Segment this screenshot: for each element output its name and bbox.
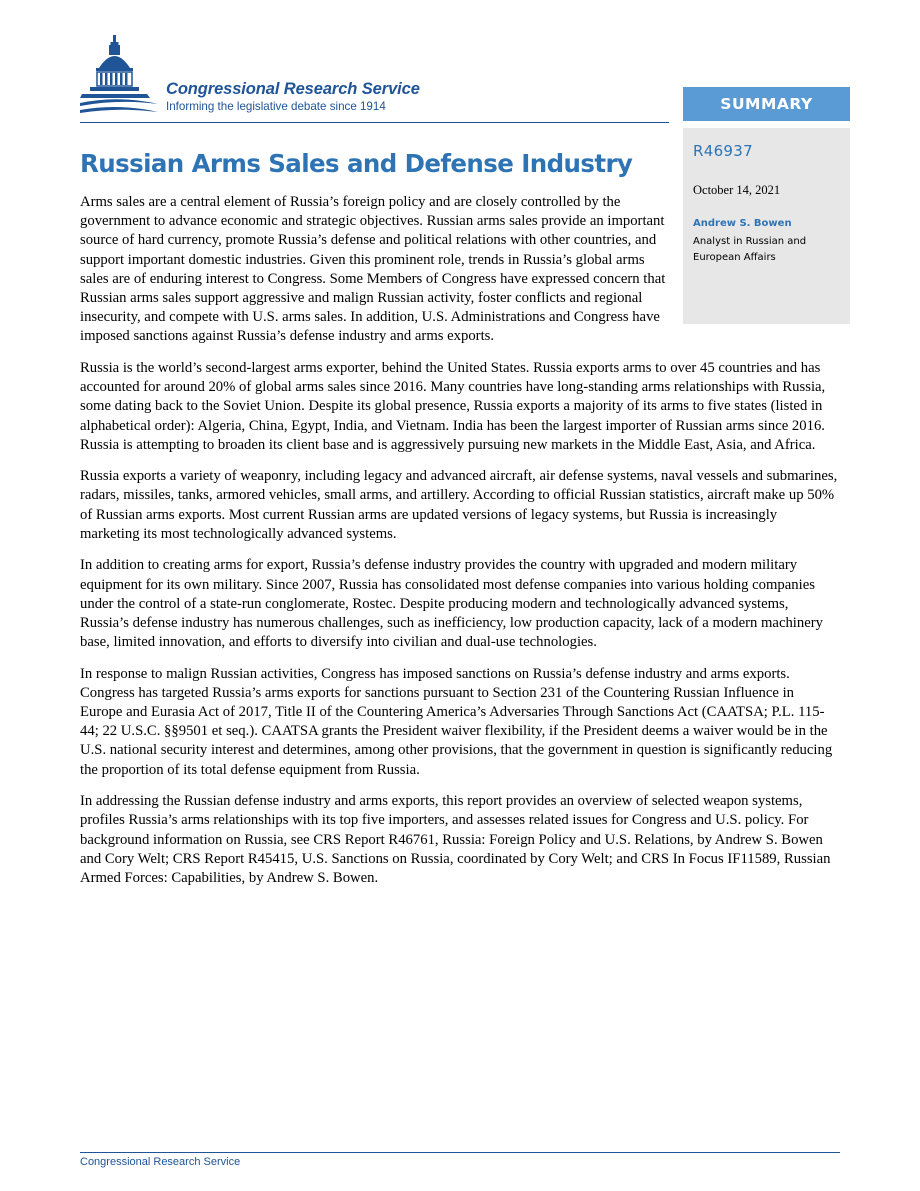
org-name: Congressional Research Service (166, 80, 420, 98)
summary-body (80, 193, 840, 900)
summary-paragraph: Russia exports a variety of weaponry, including legacy and advanced aircraft, air defense systems, naval vessels and submarines, radars, missiles, tanks, armored vehicles, small arms, and artillery. According to official Russian statistics, aircraft make up 50% of Russian arms exports. Most current Russian arms are updated versions of legacy systems, but Russia is increasingly marketing its most technologically advanced systems. (80, 468, 838, 542)
org-tagline: Informing the legislative debate since 1914 (166, 100, 386, 113)
crs-logo (80, 32, 480, 122)
summary-paragraph: In response to malign Russian activities, Congress has imposed sanctions on Russia’s defense industry and arms exports. Congress has targeted Russia’s arms exports for sanctions pursuant to Section 231 of the Countering Russian Influence in Europe and Eurasia Act of 2017, Title II of the Countering America’s Adversaries Through Sanctions Act (CAATSA; P.L. 115-44; 22 U.S.C. §§9501 et seq.). CAATSA grants the President waiver flexibility, if the President deems a waiver would be in the U.S. national security interest and determines, among other provisions, that the government in question is significantly reducing the proportion of its total defense equipment from Russia. (80, 665, 833, 778)
author-title: Analyst in Russian and European Affairs (693, 236, 807, 263)
summary-paragraph: Arms sales are a central element of Russia’s foreign policy and are closely controlled by the government to advance economic and strategic objectives. Russian arms sales provide an important source of hard currency, promote Russia’s defense and political relations with other countries, and support important domestic industries. Given this prominent role, trends in Russia’s global arms sales are of enduring interest to Congress. Some Members of Congress have expressed concern that Russian arms sales support aggressive and malign Russian activity, foster conflicts and regional insecurity, and compete with U.S. arms sales. In addition, U.S. Administrations and Congress have imposed sanctions against Russia’s defense industry and arms exports. (80, 194, 666, 345)
summary-paragraph: In addition to creating arms for export, Russia’s defense industry provides the country with upgraded and modern military equipment for its own military. Since 2007, Russia has consolidated most defense companies into various holding companies under the control of a state-run conglomerate, Rostec. Despite producing modern and technologically advanced systems, Russia’s defense industry has numerous challenges, such as inefficiency, low production capacity, lack of a modern machinery base, limited innovation, and efforts to diversify into civilian and dual-use technologies. (80, 557, 823, 651)
author-name: Andrew S. Bowen (693, 218, 792, 229)
page-title: Russian Arms Sales and Defense Industry (80, 149, 633, 178)
footer-text: Congressional Research Service (80, 1156, 241, 1168)
header-divider (80, 122, 669, 123)
summary-paragraph: Russia is the world’s second-largest arms exporter, behind the United States. Russia exports arms to over 45 countries and has accounted for around 20% of global arms sales since 2016. Many countries have long-standing arms relationships with Russia, some dating back to the Soviet Union. Despite its global presence, Russia exports a majority of its arms to five states (listed in alphabetical order): Algeria, China, Egypt, India, and Vietnam. India has been the largest importer of Russian arms since 2016. Russia is attempting to broaden its client base and is aggressively pursuing new markets in the Middle East, Asia, and Africa. (80, 359, 826, 453)
capitol-dome-icon (80, 32, 160, 120)
summary-paragraph: In addressing the Russian defense industry and arms exports, this report provides an overview of selected weapon systems, profiles Russia’s arms relationships with its top five importers, and assesses related issues for Congress and U.S. policy. For background information on Russia, see CRS Report R46761, Russia: Foreign Policy and U.S. Relations, by Andrew S. Bowen and Cory Welt; CRS Report R45415, U.S. Sanctions on Russia, coordinated by Cory Welt; and CRS In Focus IF11589, Russian Armed Forces: Capabilities, by Andrew S. Bowen. (80, 793, 831, 886)
sidebar-spacer (668, 193, 840, 326)
report-id: R46937 (693, 142, 753, 160)
report-date: October 14, 2021 (693, 183, 781, 197)
footer-divider (80, 1152, 840, 1153)
summary-tab: SUMMARY (683, 87, 850, 121)
